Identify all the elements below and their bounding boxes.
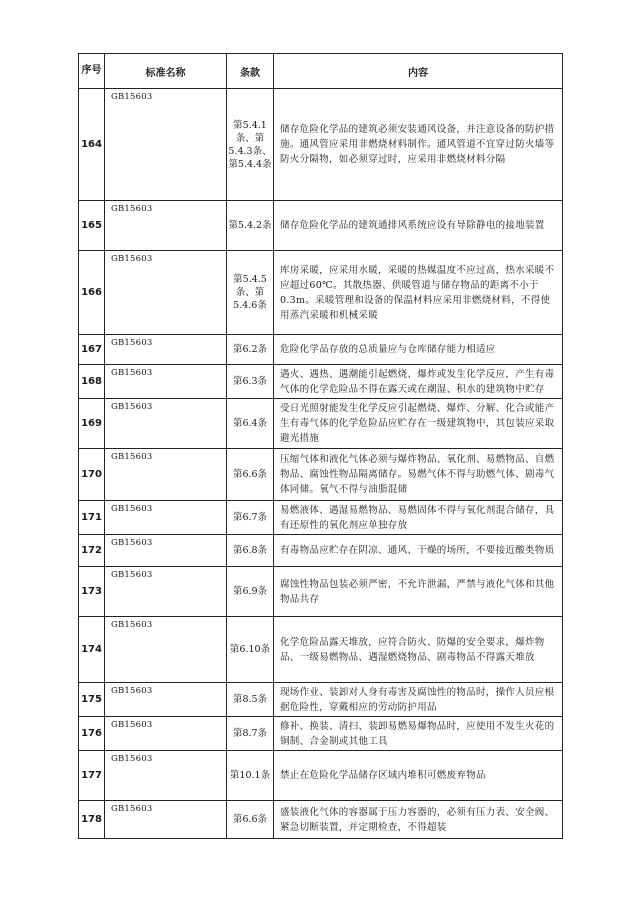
row-seq: 166 [79,251,105,335]
row-content: 盛装液化气体的容器属于压力容器的，必须有压力表、安全阀、紧急切断装置，并定期检查，不得超装 [274,801,563,839]
row-standard: GB15603 [105,89,227,201]
row-clause: 第6.3条 [227,365,274,399]
row-content: 修补、换装、清扫、装卸易燃易爆物品时，应使用不发生火花的铜制、合金制或其他工具 [274,717,563,751]
row-clause: 第6.8条 [227,535,274,567]
row-content: 禁止在危险化学品储存区域内堆积可燃废弃物品 [274,751,563,801]
row-standard: GB15603 [105,751,227,801]
row-clause: 第5.4.5条、第5.4.6条 [227,251,274,335]
row-standard: GB15603 [105,449,227,501]
row-seq: 173 [79,567,105,617]
row-content: 储存危险化学品的建筑通排风系统应设有导除静电的接地装置 [274,201,563,251]
table-row [79,751,563,801]
row-content: 有毒物品应贮存在阴凉、通风、干燥的场所，不要接近酸类物质 [274,535,563,567]
row-standard: GB15603 [105,617,227,683]
row-seq: 169 [79,399,105,449]
table-row [79,449,563,501]
header-content: 内容 [274,54,563,89]
row-seq: 164 [79,89,105,201]
row-clause: 第6.6条 [227,801,274,839]
header-standard-name: 标准名称 [105,54,227,89]
row-seq: 177 [79,751,105,801]
table-row [79,683,563,717]
table-row [79,335,563,365]
row-seq: 168 [79,365,105,399]
row-content: 易燃液体、遇湿易燃物品、易燃固体不得与氧化剂混合储存，具有还原性的氧化剂应单独存放 [274,501,563,535]
row-standard: GB15603 [105,801,227,839]
row-seq: 171 [79,501,105,535]
header-seq: 序号 [79,54,105,89]
table-row [79,399,563,449]
row-clause: 第8.5条 [227,683,274,717]
row-standard: GB15603 [105,335,227,365]
row-seq: 172 [79,535,105,567]
row-standard: GB15603 [105,365,227,399]
row-content: 遇火、遇热、遇潮能引起燃烧、爆炸或发生化学反应，产生有毒气体的化学危险品不得在露天或在潮湿、积水的建筑物中贮存 [274,365,563,399]
row-clause: 第6.9条 [227,567,274,617]
row-seq: 167 [79,335,105,365]
regulation-table [78,53,563,839]
row-content: 压缩气体和液化气体必须与爆炸物品、氧化剂、易燃物品、自燃物品、腐蚀性物品隔离储存。易燃气体不得与助燃气体、剧毒气体同储。氧气不得与油脂混储 [274,449,563,501]
row-seq: 174 [79,617,105,683]
table-row [79,617,563,683]
row-standard: GB15603 [105,567,227,617]
table-row [79,251,563,335]
row-content: 腐蚀性物品包装必须严密，不允许泄漏，严禁与液化气体和其他物品共存 [274,567,563,617]
row-clause: 第6.4条 [227,399,274,449]
table-header-row [79,54,563,89]
row-content: 化学危险品露天堆放，应符合防火、防爆的安全要求，爆炸物品、一级易燃物品、遇湿燃烧物品、剧毒物品不得露天堆放 [274,617,563,683]
table-row [79,365,563,399]
table-row [79,501,563,535]
row-seq: 175 [79,683,105,717]
table-row [79,801,563,839]
row-seq: 178 [79,801,105,839]
row-standard: GB15603 [105,251,227,335]
table-row [79,535,563,567]
row-standard: GB15603 [105,535,227,567]
row-clause: 第5.4.1条、第5.4.3条、第5.4.4条 [227,89,274,201]
row-clause: 第6.6条 [227,449,274,501]
row-standard: GB15603 [105,683,227,717]
row-content: 受日光照射能发生化学反应引起燃烧、爆炸、分解、化合或能产生有毒气体的化学危险品应贮存在一级建筑物中，其包装应采取避光措施 [274,399,563,449]
row-standard: GB15603 [105,399,227,449]
row-seq: 165 [79,201,105,251]
row-seq: 176 [79,717,105,751]
row-clause: 第5.4.2条 [227,201,274,251]
row-seq: 170 [79,449,105,501]
row-standard: GB15603 [105,717,227,751]
row-clause: 第8.7条 [227,717,274,751]
row-standard: GB15603 [105,501,227,535]
row-content: 库房采暖，应采用水暖，采暖的热媒温度不应过高，热水采暖不应超过60℃。其散热器、供暖管道与储存物品的距离不小于0.3m。采暖管理和设备的保温材料应采用非燃烧材料，不得使用蒸汽采暖和机械采暖 [274,251,563,335]
row-content: 危险化学品存放的总质量应与仓库储存能力相适应 [274,335,563,365]
row-clause: 第6.10条 [227,617,274,683]
table-row [79,201,563,251]
row-clause: 第6.2条 [227,335,274,365]
table-row [79,717,563,751]
row-clause: 第6.7条 [227,501,274,535]
row-standard: GB15603 [105,201,227,251]
table-row [79,567,563,617]
header-clause: 条款 [227,54,274,89]
regulation-table-sheet [78,53,562,839]
row-clause: 第10.1条 [227,751,274,801]
row-content: 储存危险化学品的建筑必须安装通风设备，并注意设备的防护措施。通风管应采用非燃烧材料制作。通风管道不宜穿过防火墙等防火分隔物，如必须穿过时，应采用非燃烧材料分隔 [274,89,563,201]
row-content: 现场作业、装卸对人身有毒害及腐蚀性的物品时，操作人员应根据危险性，穿戴相应的劳动防护用品 [274,683,563,717]
table-row [79,89,563,201]
